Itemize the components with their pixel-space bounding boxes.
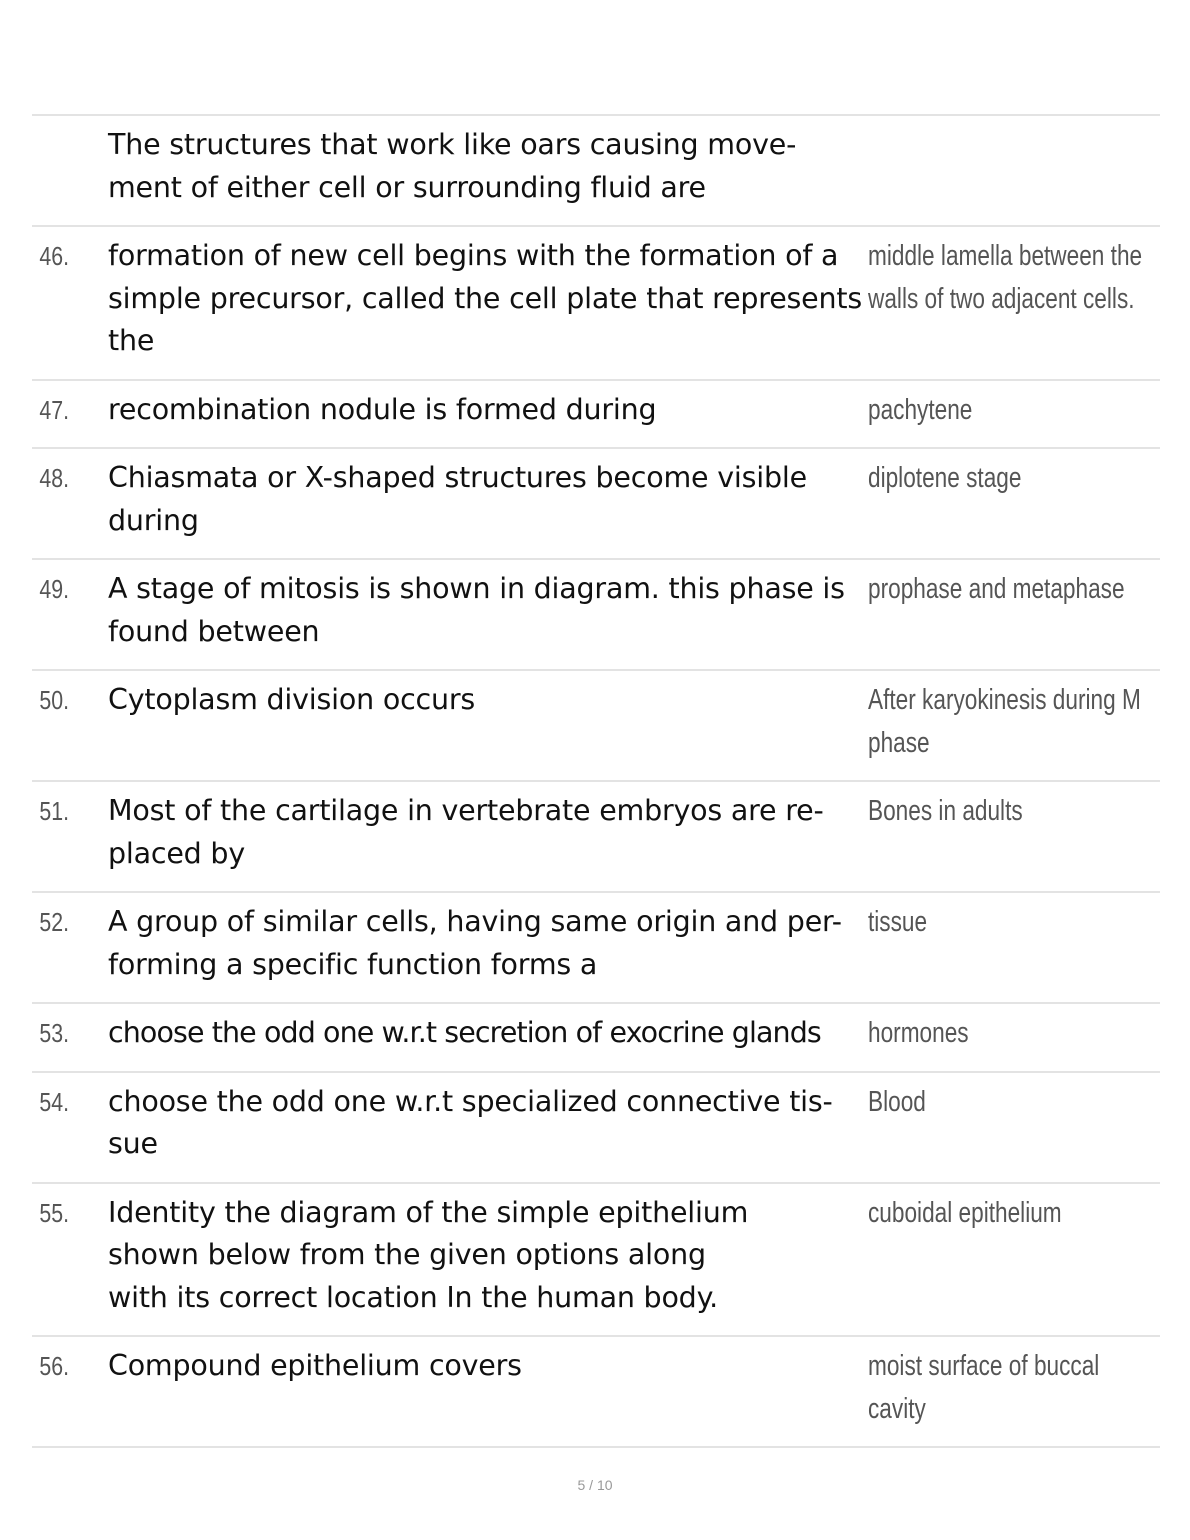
answer-text: After karyokinesis during M phase <box>868 684 1141 759</box>
table-row <box>32 558 1160 669</box>
question-number: 48. <box>39 463 70 493</box>
answer-text: tissue <box>868 906 928 938</box>
question-text: Chiasmata or X-shaped structures become visible during <box>108 461 807 537</box>
answer-text: diplotene stage <box>868 462 1022 494</box>
question-number: 52. <box>39 907 70 937</box>
question-text: formation of new cell begins with the formation of a simple precursor, called the cell plate that represents the <box>108 239 862 357</box>
question-number: 51. <box>39 796 70 826</box>
answer-text: pachytene <box>868 393 973 426</box>
question-number: 46. <box>39 241 70 271</box>
question-text: Compound epithelium covers <box>108 1349 522 1382</box>
table-row <box>32 780 1160 891</box>
question-text: Cytoplasm division occurs <box>108 683 476 716</box>
question-table <box>32 114 1160 1448</box>
question-number: 54. <box>39 1086 70 1117</box>
question-number: 53. <box>39 1018 70 1048</box>
table-row <box>32 225 1160 379</box>
table-row <box>32 114 1160 225</box>
question-text: choose the odd one w.r.t specialized connective tis- sue <box>108 1084 833 1160</box>
question-number: 47. <box>39 394 70 425</box>
table-row <box>32 379 1160 448</box>
page-indicator: 5 / 10 <box>577 1477 613 1493</box>
question-text: Identity the diagram of the simple epithelium shown below from the given options along with its correct location In the human body. <box>108 1195 749 1314</box>
answer-text: prophase and metaphase <box>868 573 1125 605</box>
answer-text: Bones in adults <box>868 795 1023 827</box>
question-text: A stage of mitosis is shown in diagram. this phase is found between <box>108 572 845 648</box>
table-row <box>32 1335 1160 1448</box>
question-number: 50. <box>39 685 70 715</box>
table-row <box>32 669 1160 780</box>
question-text: recombination nodule is formed during <box>108 392 657 426</box>
question-number: 56. <box>39 1351 70 1381</box>
question-number: 49. <box>39 574 70 604</box>
question-text: Most of the cartilage in vertebrate embryos are re- placed by <box>108 794 824 870</box>
table-row <box>32 1002 1160 1071</box>
table-row <box>32 447 1160 558</box>
question-number: 55. <box>39 1197 70 1228</box>
answer-text: Blood <box>868 1085 926 1118</box>
question-number <box>32 124 94 209</box>
table-row <box>32 1071 1160 1182</box>
answer-text <box>868 124 1160 209</box>
question-text: The structures that work like oars causing move- ment of either cell or surrounding fluid are <box>108 128 797 204</box>
answer-text: middle lamella between the walls of two adjacent cells. <box>868 240 1143 315</box>
question-text: A group of similar cells, having same origin and per- forming a specific function forms a <box>108 905 842 981</box>
answer-text: moist surface of buccal cavity <box>868 1350 1100 1425</box>
answer-text: cuboidal epithelium <box>868 1196 1062 1229</box>
table-row <box>32 891 1160 1002</box>
table-row <box>32 1182 1160 1336</box>
answer-text: hormones <box>868 1017 969 1049</box>
question-text: choose the odd one w.r.t secretion of exocrine glands <box>108 1016 821 1049</box>
